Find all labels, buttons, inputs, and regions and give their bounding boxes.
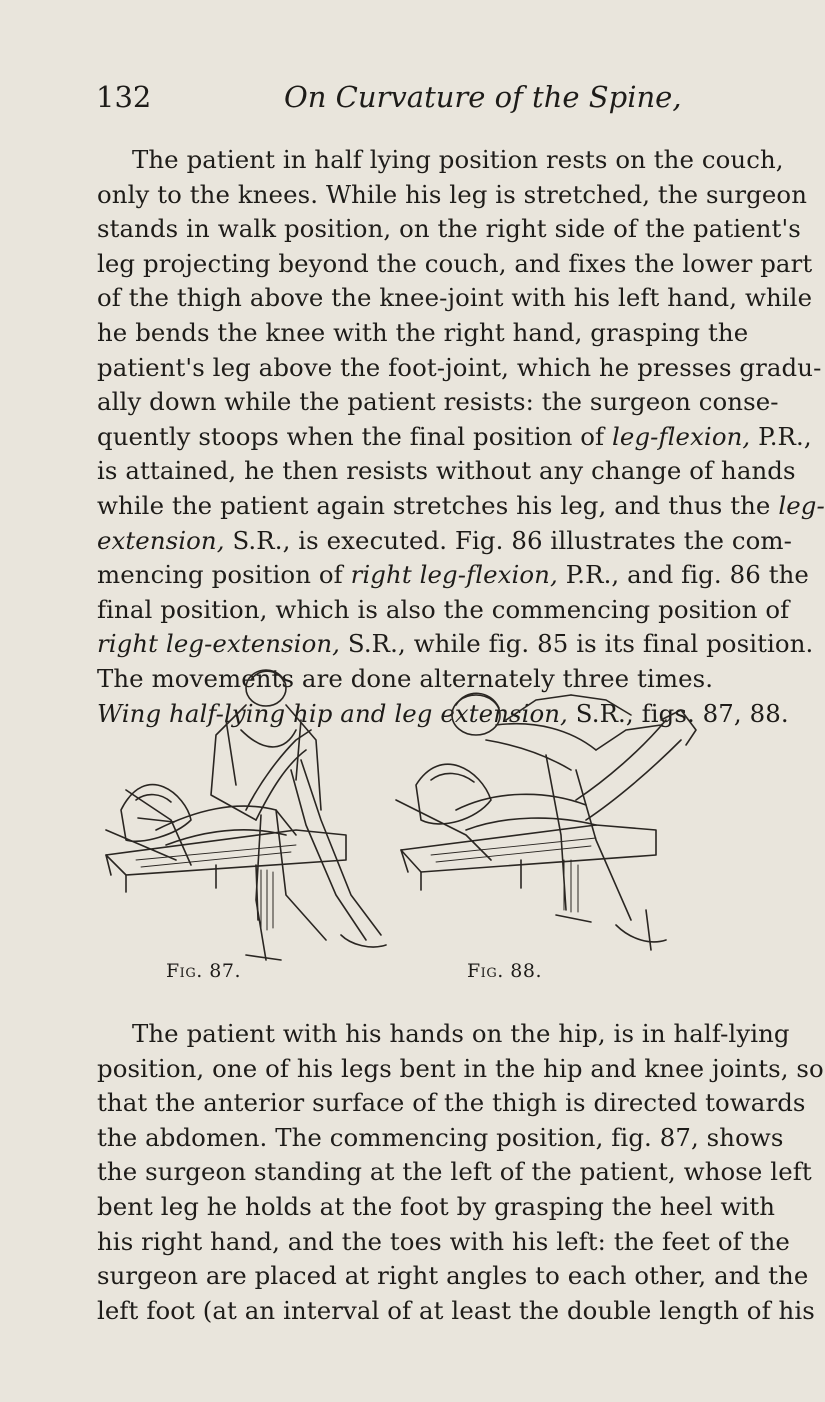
text-segment: mencing position of	[97, 560, 351, 590]
italic-text: leg-	[778, 490, 825, 520]
text-line: the abdomen. The commencing position, fig. 87, shows	[97, 1122, 784, 1152]
text-segment: S.R., is executed. Fig. 86 illustrates the com-	[224, 525, 792, 555]
running-title: On Curvature of the Spine,	[284, 80, 682, 114]
text-segment: S.R., while fig. 85 is its final position.	[340, 629, 814, 659]
text-segment: stands in walk position, on the right side of the patient's	[97, 214, 801, 244]
text-line: position, one of his legs bent in the hip and knee joints, so	[97, 1053, 824, 1083]
text-segment: ally down while the patient resists: the surgeon conse-	[97, 387, 779, 417]
text-line: surgeon are placed at right angles to each other, and the	[97, 1261, 809, 1291]
text-segment: P.R.,	[750, 421, 812, 451]
text-line	[97, 558, 809, 593]
text-segment: while the patient again stretches his leg, and thus the	[97, 490, 779, 520]
text-segment: final position, which is also the commencing position of	[97, 594, 790, 624]
text-line: The patient with his hands on the hip, is in half-lying	[132, 1019, 790, 1048]
text-segment: is attained, he then resists without any change of hands	[97, 456, 796, 486]
page-number: 132	[96, 80, 152, 114]
text-line	[97, 143, 784, 178]
paragraph-1	[97, 143, 825, 731]
italic-text: extension,	[97, 525, 225, 555]
text-line: that the anterior surface of the thigh is directed towards	[97, 1088, 806, 1118]
text-segment: The movements are done alternately three times.	[97, 663, 714, 693]
text-line	[97, 351, 822, 386]
italic-text: right leg-flexion,	[350, 560, 558, 590]
figure-87-illustration	[96, 660, 396, 960]
text-line	[97, 281, 813, 316]
text-segment: he bends the knee with the right hand, grasping the	[97, 317, 749, 347]
text-segment: only to the knees. While his leg is stretched, the surgeon	[97, 179, 808, 209]
italic-text: right leg-extension,	[97, 629, 341, 659]
text-line	[97, 593, 790, 628]
text-line	[97, 420, 812, 455]
paragraph-2	[97, 1017, 824, 1328]
text-line	[97, 489, 825, 524]
text-line: his right hand, and the toes with his left: the feet of the	[97, 1226, 790, 1256]
text-line	[97, 454, 796, 489]
figures	[96, 660, 786, 1000]
text-segment: of the thigh above the knee-joint with his left hand, while	[97, 283, 813, 313]
text-line	[97, 247, 813, 282]
figure-87-caption: Fig. 87.	[166, 960, 241, 982]
italic-text: Wing half-lying hip and leg extension,	[97, 698, 568, 728]
italic-text: leg-flexion,	[612, 421, 751, 451]
text-line: left foot (at an interval of at least the double length of his	[97, 1295, 815, 1325]
figure-88-illustration	[396, 660, 706, 960]
text-segment: The patient in half lying position rests on the couch,	[132, 145, 784, 174]
text-line: the surgeon standing at the left of the patient, whose left	[97, 1157, 812, 1187]
text-line	[97, 212, 801, 247]
text-line	[97, 524, 792, 559]
text-line	[97, 316, 749, 351]
text-segment: patient's leg above the foot-joint, which he presses gradu-	[97, 352, 822, 382]
text-segment: leg projecting beyond the couch, and fixes the lower part	[97, 248, 813, 278]
figure-88-caption: Fig. 88.	[467, 960, 542, 982]
text-segment: quently stoops when the final position of	[97, 421, 613, 451]
text-line: bent leg he holds at the foot by grasping the heel with	[97, 1191, 776, 1221]
text-line	[97, 385, 779, 420]
text-line	[97, 178, 808, 213]
text-segment: S.R., figs. 87, 88.	[567, 698, 789, 728]
text-segment: P.R., and fig. 86 the	[557, 560, 809, 590]
text-line	[97, 627, 814, 662]
